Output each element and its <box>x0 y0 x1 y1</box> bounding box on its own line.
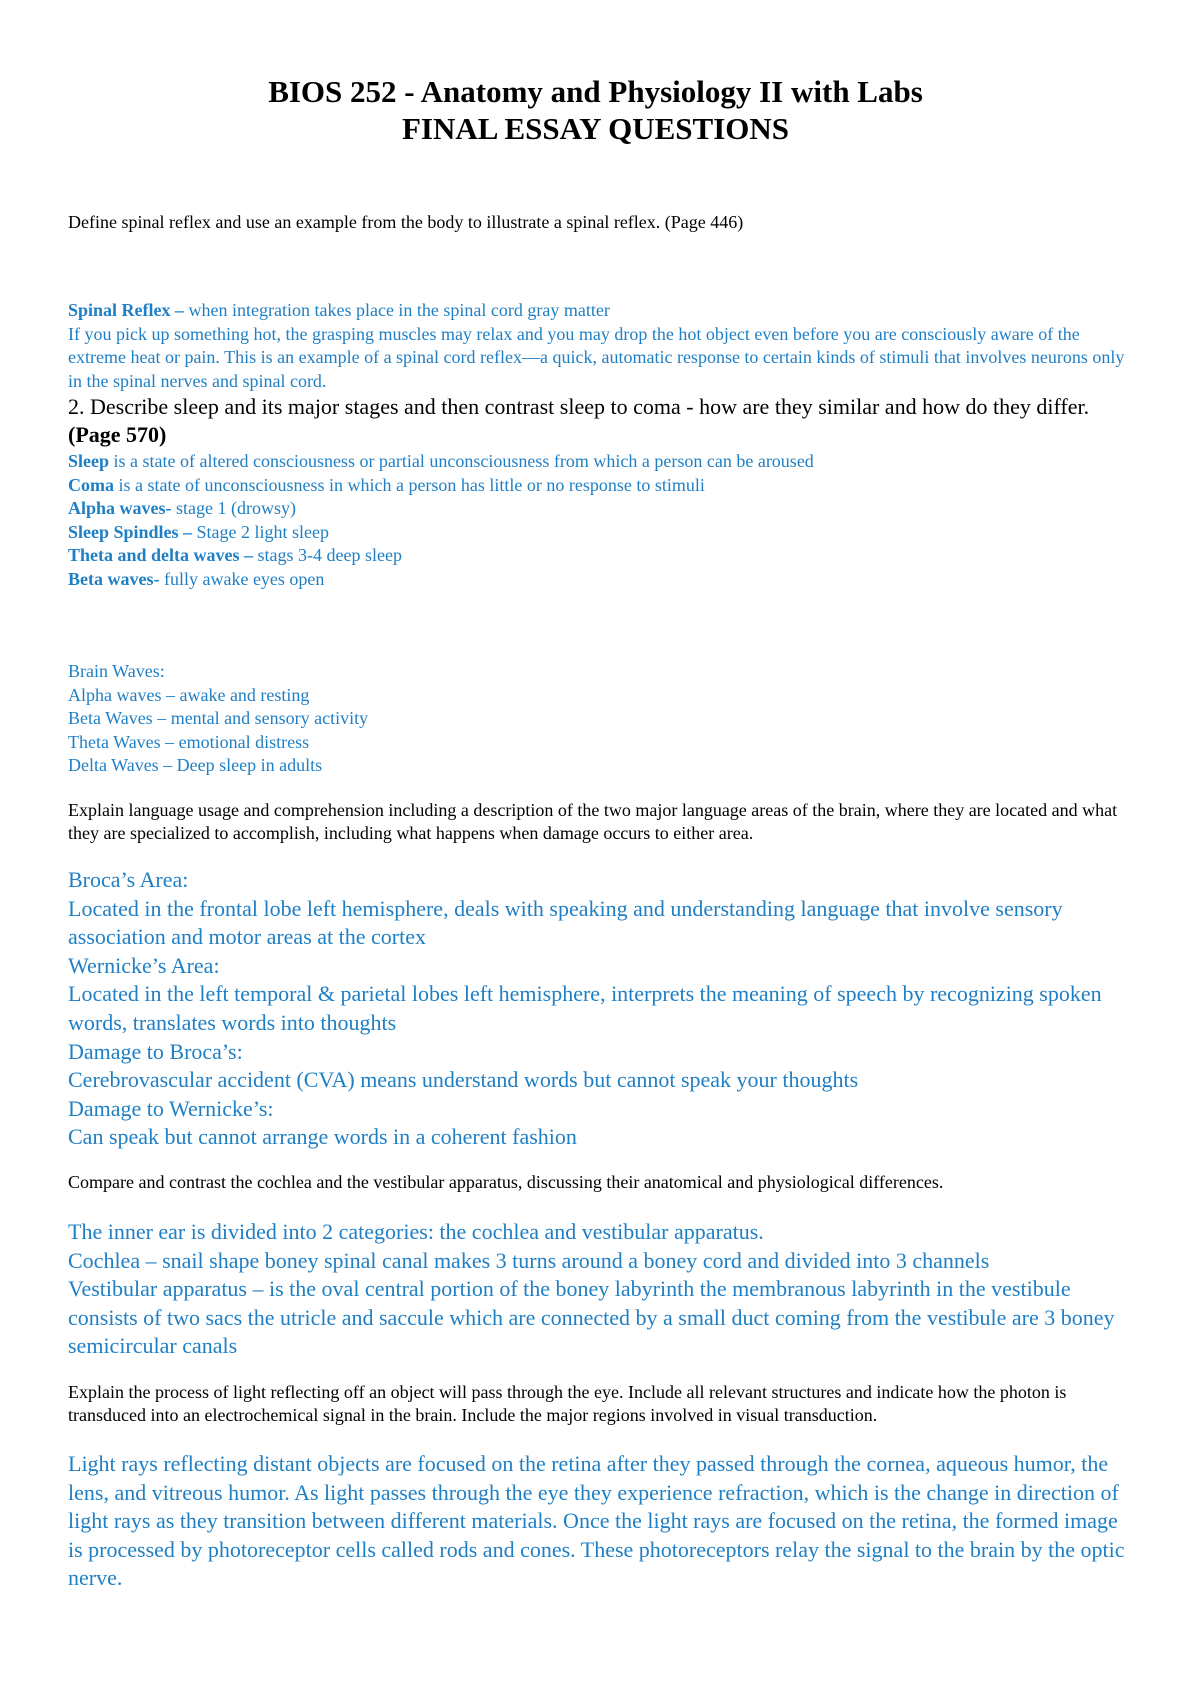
brain-waves-heading: Brain Waves: <box>68 661 165 681</box>
answer-1-example: If you pick up something hot, the grasping muscles may relax and you may drop the hot object even before you are consciously aware of the extreme heat or pain. This is an example of a spinal cord reflex—a quick, automatic response to certain kinds of stimuli that involves neurons only in the spinal nerves and spinal cord. <box>68 323 1125 391</box>
answer-1-term: Spinal Reflex – <box>68 300 185 320</box>
answer-2-item: Beta waves- fully awake eyes open <box>68 568 325 589</box>
brain-waves-list <box>68 660 1128 778</box>
answer-4-line: Vestibular apparatus – is the oval central portion of the boney labyrinth the membranous labyrinth in the vestibule consists of two sacs the utricle and saccule which are connected by a small duct coming from the vestibule are 3 boney semicircular canals <box>68 1276 1115 1359</box>
answer-2-item: Sleep Spindles – Stage 2 light sleep <box>68 521 330 542</box>
answer-1 <box>68 299 1128 393</box>
answer-3-text: Can speak but cannot arrange words in a coherent fashion <box>68 1124 577 1150</box>
document-subtitle: FINAL ESSAY QUESTIONS <box>401 111 790 146</box>
answer-3-text: Located in the frontal lobe left hemisphere, deals with speaking and understanding language that involve sensory association and motor areas at the cortex <box>68 895 1063 950</box>
question-2-page-ref: (Page 570) <box>68 422 167 447</box>
answer-3-text: Cerebrovascular accident (CVA) means understand words but cannot speak your thoughts <box>68 1067 859 1093</box>
answer-1-definition: when integration takes place in the spinal cord gray matter <box>184 300 610 320</box>
question-1: Define spinal reflex and use an example from the body to illustrate a spinal reflex. (Page 446) <box>68 212 744 232</box>
answer-5: Light rays reflecting distant objects are focused on the retina after they passed through the cornea, aqueous humor, the lens, and vitreous humor. As light passes through the eye they experience refraction, which is the change in direction of light rays as they transition between different materials. Once the light rays are focused on the retina, the formed image is processed by photoreceptor cells called rods and cones. These photoreceptors relay the signal to the brain by the optic nerve. <box>68 1451 1125 1591</box>
question-2-text: 2. Describe sleep and its major stages and then contrast sleep to coma - how are they similar and how do they differ. <box>68 394 1090 419</box>
answer-2-item: Coma is a state of unconsciousness in which a person has little or no response to stimuli <box>68 474 705 495</box>
question-4: Compare and contrast the cochlea and the vestibular apparatus, discussing their anatomical and physiological differences. <box>68 1172 944 1192</box>
answer-3-heading: Damage to Wernicke’s: <box>68 1095 274 1121</box>
answer-3-heading: Damage to Broca’s: <box>68 1038 243 1064</box>
document-title: BIOS 252 - Anatomy and Physiology II with Labs <box>268 74 923 109</box>
answer-4 <box>68 1218 1128 1361</box>
answer-2-item: Theta and delta waves – stags 3-4 deep sleep <box>68 545 402 565</box>
brain-waves-item: Beta Waves – mental and sensory activity <box>68 708 369 728</box>
answer-3-heading: Broca’s Area: <box>68 867 189 892</box>
answer-4-line: Cochlea – snail shape boney spinal canal makes 3 turns around a boney cord and divided into 3 channels <box>68 1247 990 1273</box>
answer-3-heading: Wernicke’s Area: <box>68 952 220 978</box>
answer-3 <box>68 866 1128 1152</box>
answer-3-text: Located in the left temporal & parietal lobes left hemisphere, interprets the meaning of speech by recognizing spoken words, translates words into thoughts <box>68 981 1102 1035</box>
question-3: Explain language usage and comprehension including a description of the two major language areas of the brain, where they are located and what they are specialized to accomplish, including what happens when damage occurs to either area. <box>68 800 1118 843</box>
question-2 <box>68 393 1128 449</box>
brain-waves-item: Theta Waves – emotional distress <box>68 731 310 752</box>
answer-2-item: Alpha waves- stage 1 (drowsy) <box>68 498 296 518</box>
brain-waves-item: Alpha waves – awake and resting <box>68 684 310 705</box>
answer-2-list <box>68 450 1128 591</box>
brain-waves-item: Delta Waves – Deep sleep in adults <box>68 755 323 775</box>
answer-4-line: The inner ear is divided into 2 categories: the cochlea and vestibular apparatus. <box>68 1219 764 1244</box>
question-5: Explain the process of light reflecting off an object will pass through the eye. Include all relevant structures and indicate how the photon is transduced into an electrochemical signal in the brain. Include the major regions involved in visual transduction. <box>68 1382 1067 1425</box>
answer-2-item: Sleep is a state of altered consciousness or partial unconsciousness from which a person can be aroused <box>68 451 814 471</box>
